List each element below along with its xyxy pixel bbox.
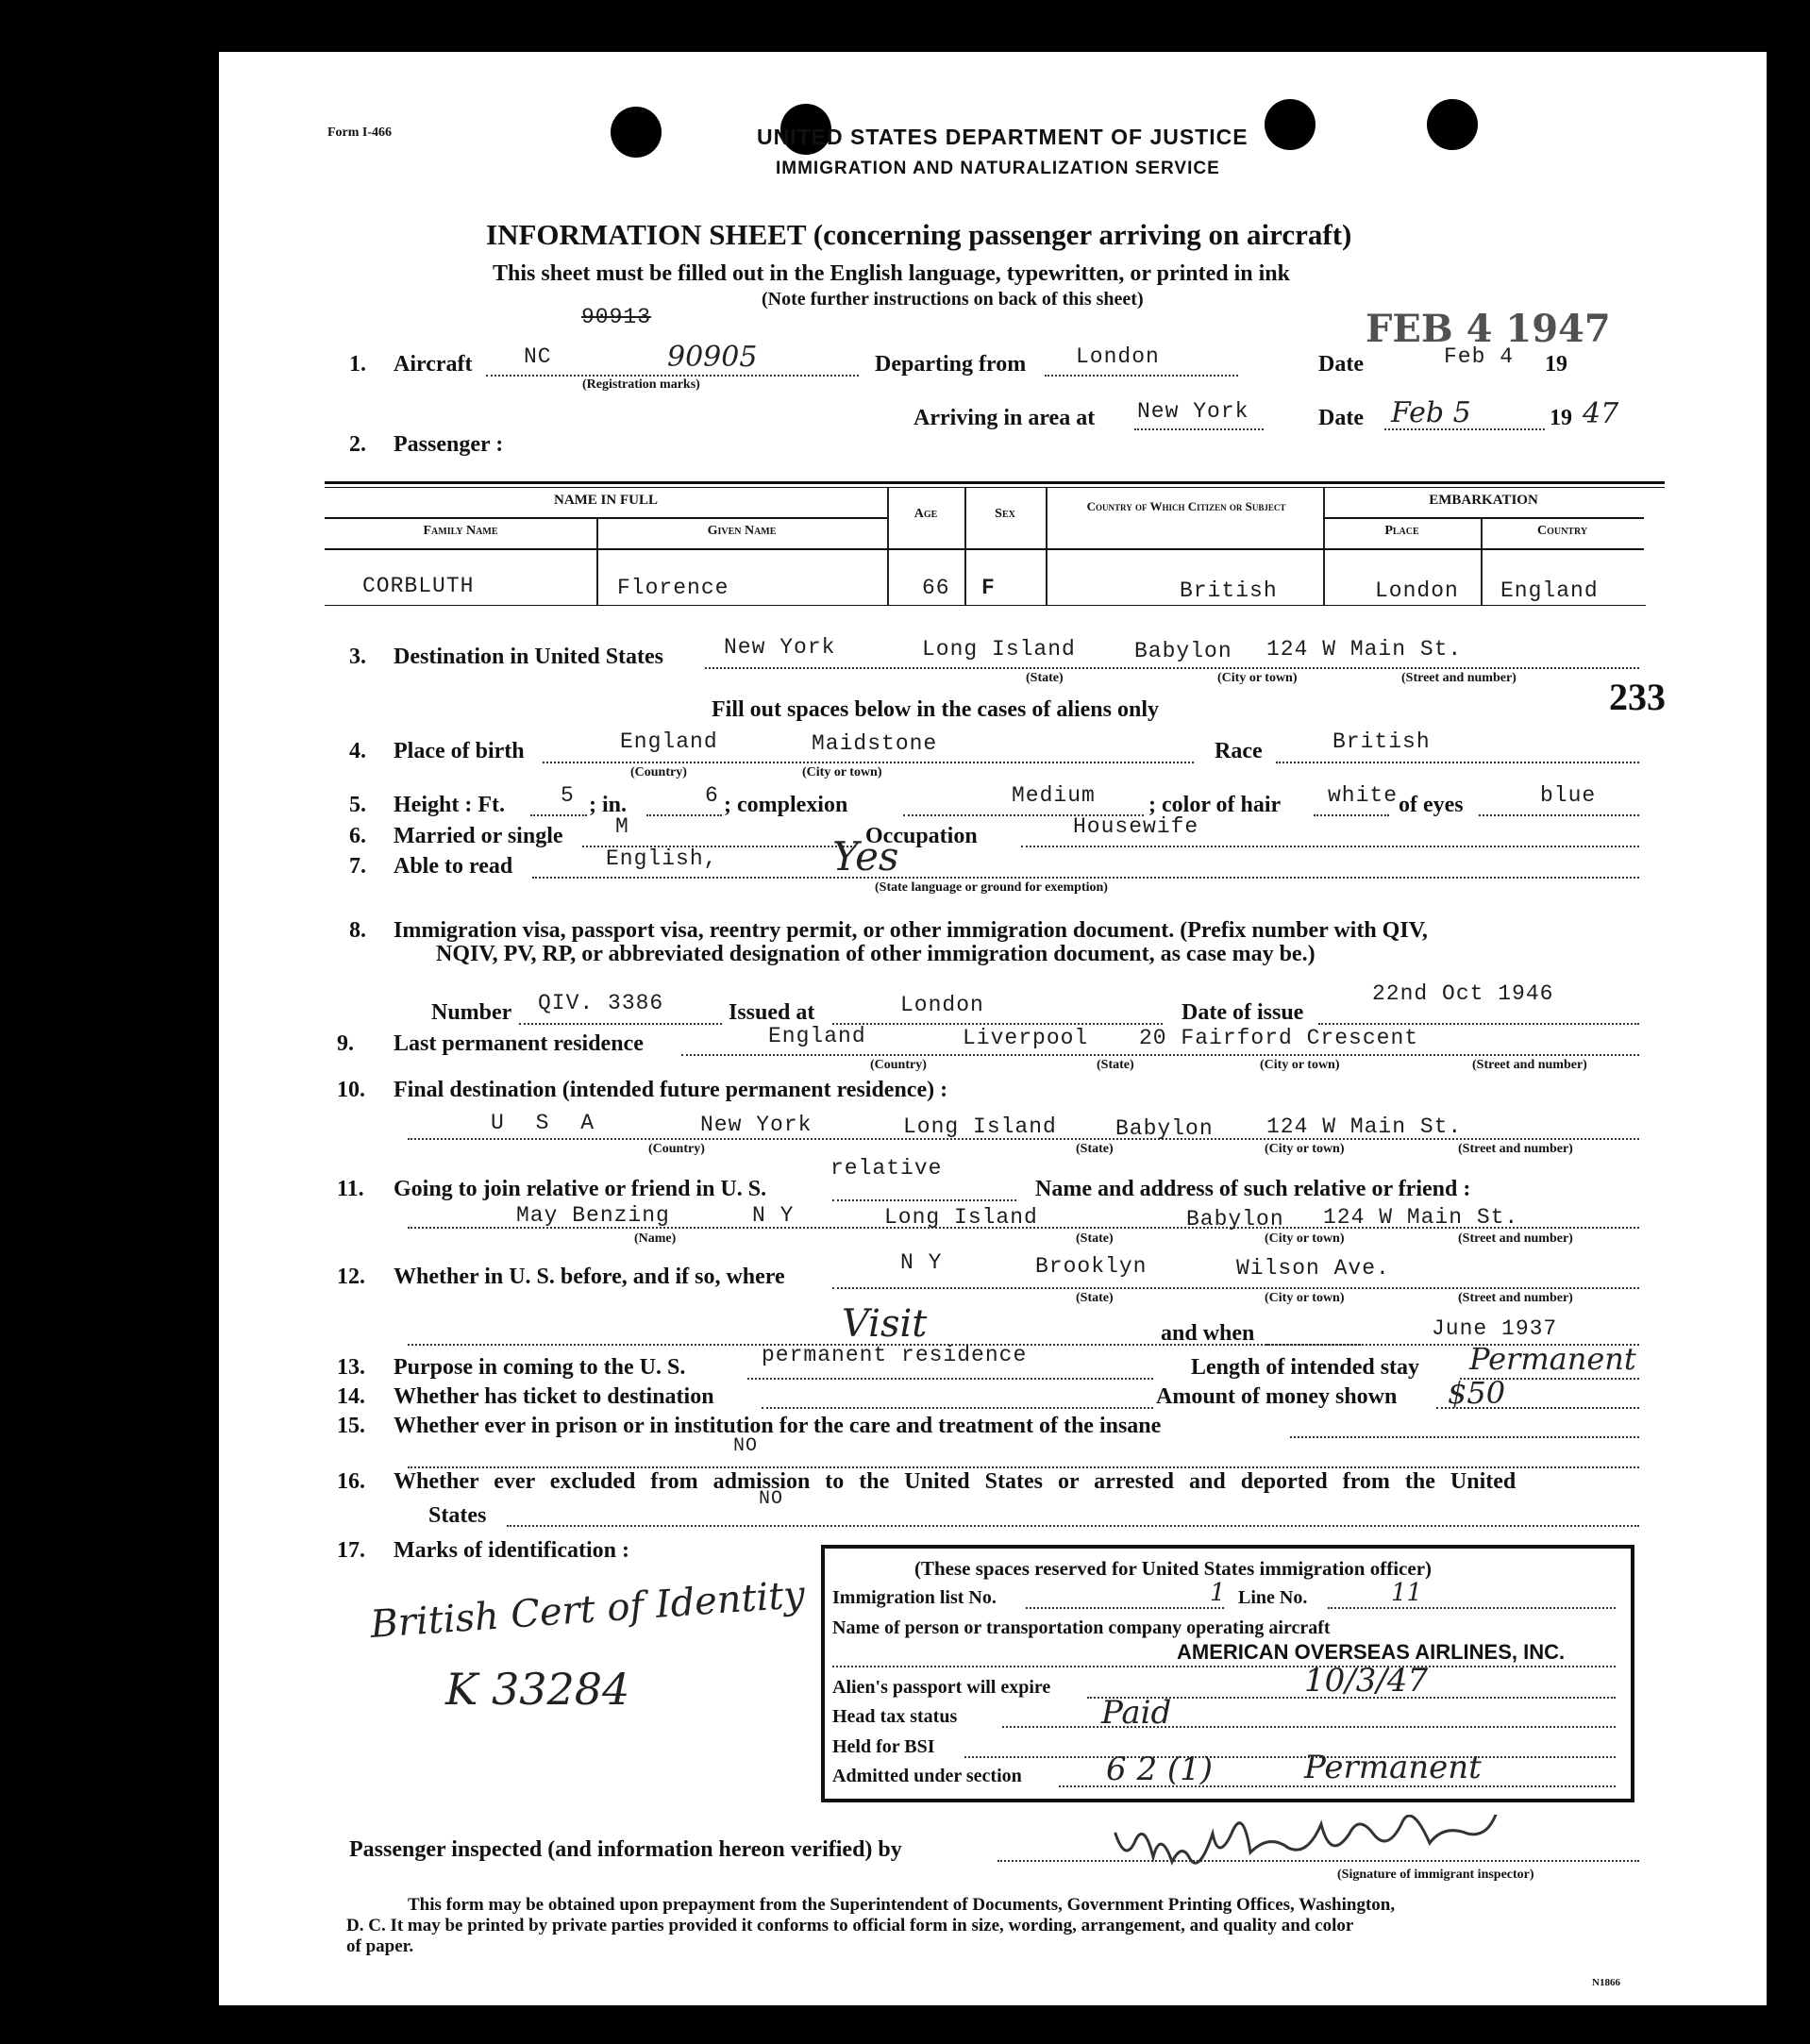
- arrival-date-label: Date: [1318, 406, 1364, 430]
- when-value: June 1937: [1432, 1316, 1558, 1341]
- before-state: N Y: [900, 1250, 943, 1275]
- sex-header: Sex: [995, 507, 1015, 521]
- issued-label: Issued at: [729, 1000, 815, 1025]
- street-sub-label: (Street and number): [1458, 1291, 1573, 1305]
- destination-label: Destination in United States: [394, 645, 664, 669]
- race-line: [1276, 762, 1639, 763]
- passenger-label: Passenger :: [394, 432, 504, 457]
- line-label: Line No.: [1238, 1587, 1308, 1608]
- aliens-heading: Fill out spaces below in the cases of aliens only: [712, 697, 1160, 722]
- table-header-rule: [325, 548, 1644, 550]
- occupation-value: Housewife: [1073, 814, 1199, 839]
- item-number: 13.: [337, 1355, 365, 1380]
- before-line: [832, 1287, 1639, 1289]
- company-label: Name of person or transportation company operating aircraft: [832, 1617, 1331, 1638]
- item-number: 16.: [337, 1469, 365, 1494]
- company-line: [832, 1666, 1616, 1667]
- passport-value: 10/3/47: [1304, 1662, 1429, 1700]
- eyes-label: of eyes: [1399, 793, 1464, 817]
- item-number: 15.: [337, 1414, 365, 1438]
- prison-line-2: [408, 1466, 1639, 1468]
- excluded-label-1: Whether ever excluded from admission to the United States or arrested and deported from the United: [394, 1469, 1517, 1494]
- tax-line: [1002, 1726, 1616, 1728]
- complexion-label: ; complexion: [724, 793, 848, 817]
- officer-box: [821, 1545, 1634, 1802]
- arriving-value: New York: [1137, 399, 1249, 424]
- relative-street: 124 W Main St.: [1323, 1205, 1519, 1230]
- final-state: New York: [700, 1113, 813, 1137]
- date-label: Date: [1318, 352, 1364, 377]
- footer-code: N1866: [1592, 1977, 1620, 1988]
- arrival-year-label: 19: [1550, 406, 1572, 430]
- inspected-label: Passenger inspected (and information hereon verified) by: [349, 1837, 902, 1862]
- city-sub-label: (City or town): [1265, 1231, 1345, 1246]
- issued-value: London: [900, 993, 984, 1017]
- state-sub-label: (State): [1076, 1291, 1114, 1305]
- sex-cell: F: [981, 576, 996, 600]
- inches-label: ; in.: [589, 793, 628, 817]
- section-value: 6 2 (1): [1106, 1751, 1214, 1788]
- hair-line: [1314, 814, 1389, 816]
- item-number: 4.: [349, 739, 366, 763]
- city-sub-label: (City or town): [1260, 1058, 1340, 1072]
- departing-label: Departing from: [875, 352, 1027, 377]
- item-number: 6.: [349, 824, 366, 848]
- country-sub-label: (Country): [648, 1142, 705, 1156]
- service-title: IMMIGRATION AND NATURALIZATION SERVICE: [776, 159, 1220, 178]
- document-text-1: Immigration visa, passport visa, reentry permit, or other immigration document. (Prefix number with QIV,: [394, 918, 1428, 943]
- identification-handwritten-1: British Cert of Identity: [368, 1572, 807, 1648]
- table-header-rule: [325, 517, 887, 519]
- aircraft-line: [486, 375, 859, 377]
- date-year-label: 19: [1545, 352, 1567, 377]
- table-top-rule: [325, 481, 1665, 484]
- hair-label: ; color of hair: [1148, 793, 1282, 817]
- date-value: Feb 4: [1444, 344, 1515, 369]
- final-town: Babylon: [1115, 1116, 1214, 1141]
- signature-sub-label: (Signature of immigrant inspector): [1337, 1868, 1534, 1882]
- country-sub-label: (Country): [630, 765, 687, 779]
- department-title: UNITED STATES DEPARTMENT OF JUSTICE: [757, 125, 1249, 149]
- relative-town: Babylon: [1186, 1207, 1284, 1231]
- footer-line-2: D. C. It may be printed by private parties provided it conforms to official form in size, wording, arrangement, and quality and color: [346, 1916, 1354, 1935]
- destination-street: 124 W Main St.: [1266, 637, 1463, 662]
- prison-line: [1290, 1436, 1639, 1438]
- identification-handwritten-2: K 33284: [445, 1664, 630, 1715]
- line-value: 11: [1391, 1579, 1423, 1607]
- destination-state: New York: [724, 635, 836, 660]
- aircraft-sub-label: (Registration marks): [582, 377, 700, 392]
- table-divider: [1046, 488, 1047, 606]
- table-divider: [887, 488, 889, 606]
- visit-handwritten: Visit: [842, 1302, 928, 1346]
- form-number: Form I-466: [327, 126, 393, 140]
- item-number: 11.: [337, 1177, 364, 1201]
- officer-box-heading: (These spaces reserved for United States immigration officer): [914, 1557, 1433, 1580]
- arrival-year-value: 47: [1583, 397, 1619, 430]
- passport-label: Alien's passport will expire: [832, 1677, 1051, 1698]
- occupation-line: [1021, 846, 1639, 847]
- birthplace-line: [543, 762, 1194, 763]
- aircraft-label: Aircraft: [394, 352, 473, 377]
- prison-value: NO: [733, 1435, 759, 1457]
- inspector-signature: [1111, 1815, 1601, 1862]
- excluded-value: NO: [759, 1488, 784, 1510]
- document-text-2: NQIV, PV, RP, or abbreviated designation of other immigration document, as case may be.): [436, 942, 1316, 966]
- embarkation-header: EMBARKATION: [1429, 493, 1538, 508]
- place-cell: London: [1375, 578, 1459, 603]
- item-number: 17.: [337, 1538, 365, 1563]
- ticket-line: [762, 1407, 1153, 1409]
- final-city: Long Island: [903, 1114, 1057, 1139]
- city-sub-label: (City or town): [1265, 1291, 1345, 1305]
- relative-state: N Y: [752, 1203, 795, 1228]
- final-destination-label: Final destination (intended future permanent residence) :: [394, 1078, 948, 1102]
- state-sub-label: (State): [1026, 671, 1064, 685]
- final-country: U S A: [491, 1111, 604, 1135]
- aircraft-value: 90905: [667, 341, 758, 374]
- item-number: 1.: [349, 352, 366, 377]
- inches-line: [646, 814, 722, 816]
- before-street: Wilson Ave.: [1236, 1256, 1390, 1281]
- issue-date-label: Date of issue: [1182, 1000, 1304, 1025]
- before-city: Brooklyn: [1035, 1254, 1148, 1279]
- table-bottom-rule: [325, 605, 1646, 606]
- punch-hole: [611, 107, 662, 158]
- age-cell: 66: [922, 576, 950, 600]
- feet-line: [530, 814, 587, 816]
- purpose-label: Purpose in coming to the U. S.: [394, 1355, 686, 1380]
- tax-label: Head tax status: [832, 1706, 958, 1727]
- issued-line: [832, 1023, 1163, 1025]
- purpose-line: [747, 1378, 1153, 1380]
- excluded-line: [507, 1525, 1639, 1527]
- residence-state: Liverpool: [963, 1026, 1089, 1050]
- read-line: [532, 877, 1639, 879]
- birthplace-label: Place of birth: [394, 739, 525, 763]
- birth-country: England: [620, 729, 718, 754]
- issue-date-line: [1318, 1023, 1639, 1025]
- read-label: Able to read: [394, 854, 513, 879]
- join-label: Going to join relative or friend in U. S.: [394, 1177, 767, 1201]
- read-value: English,: [606, 846, 718, 871]
- destination-town: Babylon: [1134, 639, 1232, 663]
- family-name-header: Family Name: [423, 524, 498, 538]
- aircraft-struck-value: 90913: [581, 305, 652, 329]
- list-line: [1026, 1607, 1224, 1609]
- excluded-label-2: States: [428, 1503, 487, 1528]
- stay-value: Permanent: [1469, 1341, 1636, 1377]
- punch-hole: [1427, 99, 1478, 150]
- money-value: $50: [1448, 1375, 1506, 1411]
- aircraft-prefix: NC: [524, 344, 552, 369]
- complexion-value: Medium: [1012, 783, 1096, 808]
- family-name-cell: CORBLUTH: [362, 574, 475, 598]
- form-sheet: [219, 52, 1767, 2005]
- list-value: 1: [1210, 1579, 1226, 1607]
- residence-street: 20 Fairford Crescent: [1139, 1026, 1419, 1050]
- item-number: 5.: [349, 793, 366, 817]
- company-value: AMERICAN OVERSEAS AIRLINES, INC.: [1177, 1640, 1566, 1664]
- citizen-header: Country of Which Citizen or Subject: [1086, 499, 1286, 513]
- country-sub-label: (Country): [870, 1058, 927, 1072]
- destination-city: Long Island: [922, 637, 1076, 662]
- stay-label: Length of intended stay: [1191, 1355, 1420, 1380]
- item-number: 7.: [349, 854, 366, 879]
- occupation-label: Occupation: [865, 824, 978, 848]
- when-label: and when: [1161, 1321, 1255, 1346]
- item-number: 10.: [337, 1078, 365, 1102]
- state-sub-label: (State): [1076, 1142, 1114, 1156]
- married-label: Married or single: [394, 824, 563, 848]
- given-name-cell: Florence: [617, 576, 729, 600]
- item-number: 9.: [337, 1031, 354, 1056]
- bsi-label: Held for BSI: [832, 1736, 935, 1757]
- footer-line-1: This form may be obtained upon prepayment from the Superintendent of Documents, Government Printing Offices, Washington,: [408, 1895, 1396, 1915]
- citizen-cell: British: [1180, 578, 1278, 603]
- street-sub-label: (Street and number): [1458, 1231, 1573, 1246]
- city-sub-label: (City or town): [802, 765, 882, 779]
- punch-hole: [1265, 99, 1316, 150]
- final-street: 124 W Main St.: [1266, 1114, 1463, 1139]
- eyes-line: [1479, 814, 1639, 816]
- place-header: Place: [1384, 524, 1419, 538]
- item-number: 3.: [349, 645, 366, 669]
- country-header: Country: [1536, 524, 1588, 538]
- given-name-header: Given Name: [707, 524, 777, 538]
- doc-number-label: Number: [431, 1000, 512, 1025]
- arrival-date-value: Feb 5: [1391, 396, 1471, 429]
- street-sub-label: (Street and number): [1472, 1058, 1587, 1072]
- residence-line: [681, 1054, 1639, 1056]
- page-title: INFORMATION SHEET (concerning passenger arriving on aircraft): [486, 218, 1352, 251]
- read-sub-label: (State language or ground for exemption): [875, 880, 1108, 895]
- join-line: [832, 1199, 1016, 1201]
- join-value: relative: [830, 1156, 943, 1181]
- street-sub-label: (Street and number): [1458, 1142, 1573, 1156]
- age-header: Age: [913, 507, 938, 521]
- departing-value: London: [1076, 344, 1160, 369]
- item-number: 2.: [349, 432, 366, 457]
- item-number: 8.: [349, 918, 366, 943]
- doc-number-value: QIV. 3386: [538, 991, 664, 1015]
- feet-value: 5: [561, 783, 575, 808]
- purpose-value: permanent residence: [762, 1343, 1028, 1367]
- table-divider: [964, 488, 966, 606]
- city-sub-label: (City or town): [1217, 671, 1298, 685]
- instruction: This sheet must be filled out in the English language, typewritten, or printed in ink: [493, 261, 1290, 286]
- name-sub-label: (Name): [634, 1231, 677, 1246]
- relative-city: Long Island: [884, 1205, 1038, 1230]
- footer-line-3: of paper.: [346, 1936, 414, 1956]
- hair-value: white: [1328, 783, 1399, 808]
- eyes-value: blue: [1540, 783, 1597, 808]
- identification-label: Marks of identification :: [394, 1538, 629, 1563]
- destination-line: [705, 667, 1639, 669]
- read-handwritten: Yes: [832, 833, 899, 880]
- state-sub-label: (State): [1097, 1058, 1134, 1072]
- ticket-label: Whether has ticket to destination: [394, 1384, 714, 1409]
- street-sub-label: (Street and number): [1401, 671, 1517, 685]
- race-value: British: [1332, 729, 1431, 754]
- inches-value: 6: [705, 783, 719, 808]
- country-cell: England: [1500, 578, 1599, 603]
- tax-value: Paid: [1101, 1694, 1172, 1732]
- name-in-full-header: NAME IN FULL: [553, 493, 658, 508]
- issue-date-value: 22nd Oct 1946: [1372, 981, 1554, 1006]
- height-label: Height : Ft.: [394, 793, 505, 817]
- signature-scribble: [1111, 1815, 1601, 1868]
- list-label: Immigration list No.: [832, 1587, 997, 1608]
- item-number: 14.: [337, 1384, 365, 1409]
- item-number: 12.: [337, 1265, 365, 1289]
- note: (Note further instructions on back of this sheet): [762, 289, 1144, 310]
- relative-name: May Benzing: [516, 1203, 670, 1228]
- stamp-number: 233: [1609, 676, 1666, 718]
- race-label: Race: [1215, 739, 1263, 763]
- departing-line: [1045, 375, 1238, 377]
- before-label: Whether in U. S. before, and if so, where: [394, 1265, 785, 1289]
- date-stamp: FEB 4 1947: [1366, 307, 1611, 351]
- doc-number-line: [519, 1023, 722, 1025]
- line-no-line: [1328, 1607, 1616, 1609]
- arriving-label: Arriving in area at: [913, 406, 1096, 430]
- relative-address-label: Name and address of such relative or friend :: [1035, 1177, 1471, 1201]
- birth-city: Maidstone: [812, 731, 938, 756]
- city-sub-label: (City or town): [1265, 1142, 1345, 1156]
- state-sub-label: (State): [1076, 1231, 1114, 1246]
- arriving-line: [1134, 428, 1264, 430]
- table-header-rule: [1323, 517, 1644, 519]
- residence-country: England: [768, 1024, 866, 1048]
- residence-label: Last permanent residence: [394, 1031, 644, 1056]
- section-note: Permanent: [1304, 1749, 1482, 1786]
- married-value: M: [615, 814, 629, 839]
- bsi-line: [964, 1756, 1616, 1758]
- prison-label: Whether ever in prison or in institution for the care and treatment of the insane: [394, 1414, 1162, 1438]
- table-top-rule: [325, 487, 1665, 488]
- section-label: Admitted under section: [832, 1766, 1022, 1786]
- money-label: Amount of money shown: [1156, 1384, 1398, 1409]
